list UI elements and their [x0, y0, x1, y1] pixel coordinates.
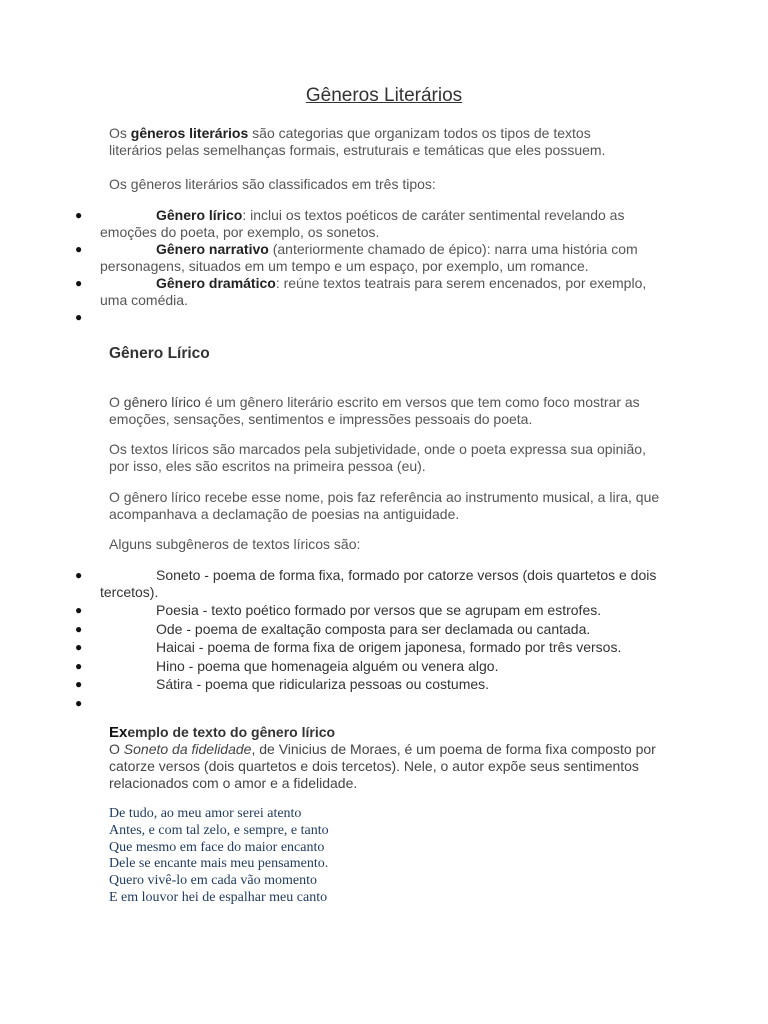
subgenre-text: Ode - poema de exaltação composta para ser declamada ou cantada. — [156, 620, 591, 637]
genre-name: Gênero narrativo — [156, 241, 269, 257]
genre-name: Gênero dramático — [156, 275, 276, 291]
intro-rest: são categorias que organizam todos os tipos de textos literários pelas semelhanças formais, estruturais e temáticas que eles possuem. — [109, 125, 606, 158]
paragraph-1 — [109, 394, 669, 427]
poem-line: Dele se encante mais meu pensamento. — [109, 856, 329, 872]
bullet-icon: ● — [75, 621, 83, 636]
example-text-prefix: O — [109, 741, 124, 757]
bullet-icon: ● — [75, 208, 83, 222]
p1-rest: é um gênero literário escrito em versos que tem como foco mostrar as emoções, sensações, sentimentos e impressões pessoais do poeta. — [109, 394, 640, 427]
paragraph-2: Os textos líricos são marcados pela subjetividade, onde o poeta expressa sua opinião, por isso, eles são escritos na primeira pessoa (eu). — [109, 441, 646, 474]
poem-line: Que mesmo em face do maior encanto — [109, 839, 325, 855]
p1-prefix: O — [109, 394, 124, 410]
bullet-icon: ● — [75, 242, 83, 256]
list-item — [0, 621, 660, 638]
genre-description: : reúne textos teatrais para serem encenados, por exemplo, uma comédia. — [100, 275, 647, 308]
section-title: Gênero Lírico — [109, 345, 210, 362]
poem-line: Antes, e com tal zelo, e sempre, e tanto — [109, 822, 329, 838]
subgenre-text: Haicai - poema de forma fixa de origem japonesa, formado por três versos. — [156, 639, 622, 655]
list-item — [0, 695, 660, 712]
intro-paragraph — [109, 125, 629, 158]
example-text-italic: Soneto da fidelidade — [123, 741, 252, 757]
genres-list — [0, 207, 768, 327]
paragraph-4: Alguns subgêneros de textos líricos são: — [109, 536, 361, 552]
list-item — [0, 658, 660, 675]
bullet-icon: ● — [75, 603, 83, 617]
example-heading — [109, 724, 669, 741]
list-item — [0, 309, 660, 326]
list-item — [0, 207, 660, 240]
poem-line: E em louvor hei de espalhar meu canto — [109, 889, 328, 905]
list-item — [0, 567, 660, 600]
bullet-icon: ● — [75, 658, 83, 673]
bullet-icon: ● — [75, 677, 83, 691]
genre-description: (anteriormente chamado de épico): narra uma história com personagens, situados em um tempo e um espaço, por exemplo, um romance. — [100, 241, 638, 274]
bullet-icon: ● — [75, 640, 83, 654]
bullet-icon: ● — [75, 695, 83, 710]
example-text — [109, 741, 669, 792]
list-item — [0, 275, 660, 308]
page-title: Gêneros Literários — [305, 85, 463, 106]
list-item — [0, 602, 660, 619]
subgenre-text: Sátira - poema que ridiculariza pessoas ou costumes. — [156, 676, 490, 692]
example-text-rest: , de Vinicius de Moraes, é um poema de forma fixa composto por catorze versos (dois quartetos e dois tercetos). Nele, o autor expõe seus sentimentos relacionados com o amor e a fidelidade. — [109, 741, 656, 791]
p1-term: gênero lírico — [123, 394, 201, 410]
poem — [109, 806, 329, 907]
subgenre-text: Soneto - poema de forma fixa, formado por catorze versos (dois quartetos e dois tercetos). — [100, 567, 657, 600]
bullet-icon: ● — [75, 310, 83, 324]
poem-line: De tudo, ao meu amor serei atento — [109, 806, 302, 821]
bullet-icon: ● — [75, 276, 83, 290]
subgenres-list — [0, 567, 768, 711]
example-section — [109, 724, 669, 792]
example-heading-rest: emplo de texto do gênero lírico — [127, 724, 336, 740]
example-heading-first: Ex — [109, 724, 128, 741]
intro-prefix: Os — [109, 125, 131, 141]
genre-name: Gênero lírico — [156, 207, 243, 223]
subgenre-text: Poesia - texto poético formado por versos que se agrupam em estrofes. — [156, 602, 602, 618]
poem-line: Quero vivê-lo em cada vão momento — [109, 873, 317, 889]
paragraph-3: O gênero lírico recebe esse nome, pois faz referência ao instrumento musical, a lira, que acompanhava a declamação de poesias na antiguidade. — [109, 489, 660, 522]
subgenre-text: Hino - poema que homenageia alguém ou venera algo. — [156, 657, 499, 674]
intro-line-2: Os gêneros literários são classificados em três tipos: — [109, 176, 436, 192]
list-item — [0, 676, 660, 693]
list-item — [0, 639, 660, 656]
list-item — [0, 241, 660, 274]
genre-description: : inclui os textos poéticos de caráter sentimental revelando as emoções do poeta, por exemplo, os sonetos. — [100, 207, 625, 240]
intro-bold-term: gêneros literários — [130, 125, 249, 141]
bullet-icon: ● — [75, 568, 83, 582]
